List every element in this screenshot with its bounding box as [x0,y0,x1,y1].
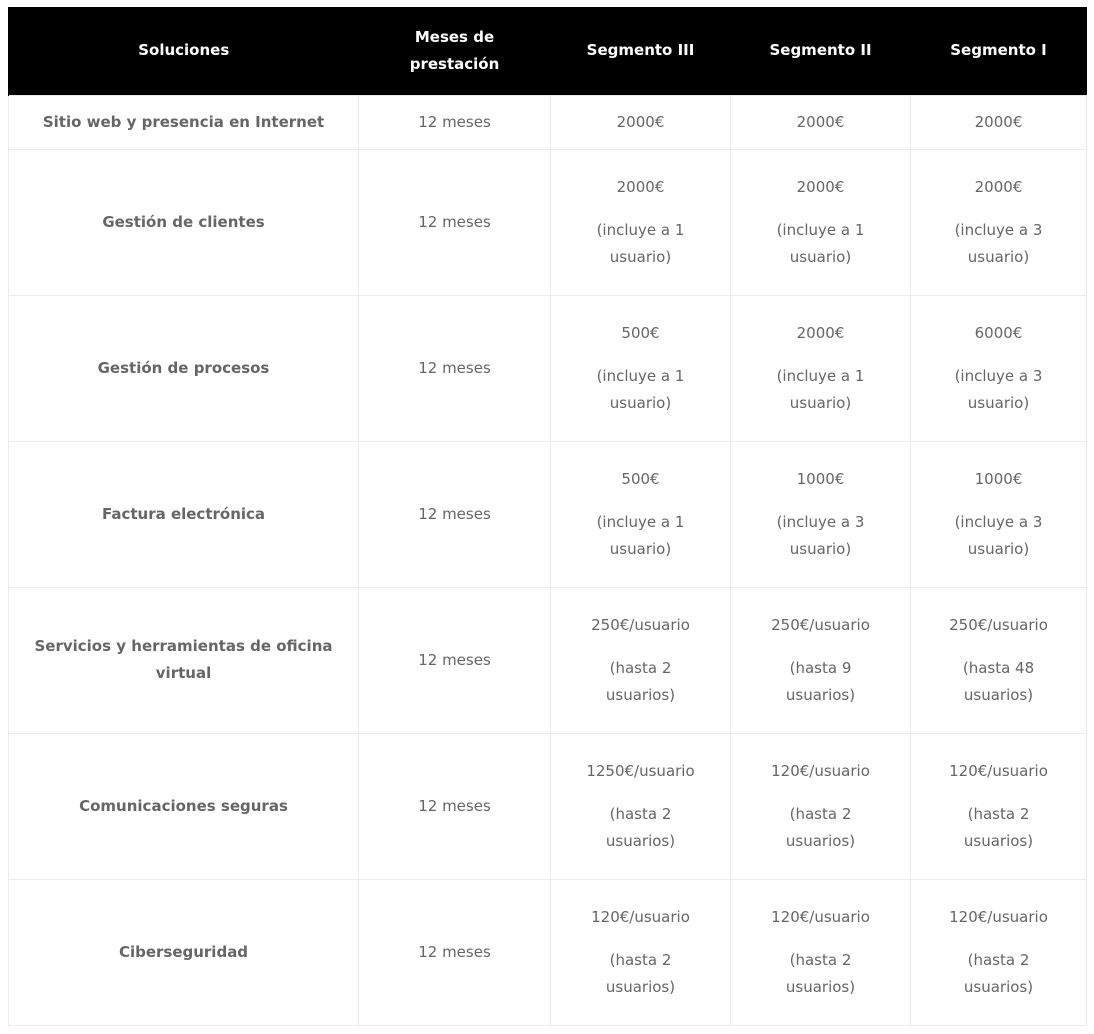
price: 6000€ [974,323,1023,342]
solution-name: Gestión de clientes [9,149,359,295]
segment-i-cell [911,441,1087,587]
price: 500€ [621,469,660,488]
note: (hasta 2 usuarios) [785,804,856,850]
segment-i-cell [911,587,1087,733]
price: 120€/usuario [771,907,870,926]
table-body [9,95,1087,1025]
header-soluciones: Soluciones [9,7,359,95]
segment-i-cell [911,149,1087,295]
price: 2000€ [796,323,845,342]
price: 2000€ [796,177,845,196]
table-row [9,295,1087,441]
segment-iii-cell [551,733,731,879]
price: 120€/usuario [949,907,1048,926]
segment-iii-cell [551,587,731,733]
segment-i-cell [911,733,1087,879]
price: 120€/usuario [949,761,1048,780]
note: (incluye a 3 usuario) [776,512,865,558]
months-cell: 12 meses [359,879,551,1025]
price: 1000€ [974,469,1023,488]
price: 2000€ [796,112,845,131]
months-cell: 12 meses [359,441,551,587]
price: 120€/usuario [771,761,870,780]
table-row [9,441,1087,587]
note: (incluye a 3 usuario) [954,220,1043,266]
segment-iii-cell [551,879,731,1025]
segment-iii-cell [551,149,731,295]
segment-i-cell [911,295,1087,441]
segment-iii-cell [551,95,731,149]
segment-ii-cell [731,733,911,879]
note: (incluye a 1 usuario) [596,512,685,558]
note: (incluye a 3 usuario) [954,512,1043,558]
header-meses: Meses de prestación [409,27,500,73]
segment-iii-cell [551,295,731,441]
price: 1000€ [796,469,845,488]
table-row [9,733,1087,879]
table-row [9,879,1087,1025]
note: (hasta 9 usuarios) [785,658,856,704]
segment-ii-cell [731,149,911,295]
months-cell: 12 meses [359,587,551,733]
price: 120€/usuario [591,907,690,926]
note: (hasta 48 usuarios) [962,658,1035,704]
price: 250€/usuario [949,615,1048,634]
price: 2000€ [974,177,1023,196]
note: (incluye a 1 usuario) [776,220,865,266]
solution-name: Factura electrónica [9,441,359,587]
header-segmento-ii: Segmento II [769,41,872,60]
note: (hasta 2 usuarios) [605,950,676,996]
segment-ii-cell [731,441,911,587]
months-cell: 12 meses [359,295,551,441]
note: (incluye a 1 usuario) [776,366,865,412]
header-row [9,7,1087,95]
header-segmento-iii: Segmento III [586,41,695,60]
segment-ii-cell [731,587,911,733]
segment-i-cell [911,879,1087,1025]
note: (hasta 2 usuarios) [963,804,1034,850]
solution-name: Gestión de procesos [9,295,359,441]
solution-name: Comunicaciones seguras [9,733,359,879]
price: 2000€ [616,177,665,196]
price: 250€/usuario [591,615,690,634]
price: 250€/usuario [771,615,870,634]
note: (hasta 2 usuarios) [963,950,1034,996]
note: (incluye a 1 usuario) [596,220,685,266]
note: (incluye a 1 usuario) [596,366,685,412]
solution-name: Sitio web y presencia en Internet [9,95,359,149]
segment-ii-cell [731,95,911,149]
months-cell: 12 meses [359,733,551,879]
segment-iii-cell [551,441,731,587]
note: (hasta 2 usuarios) [785,950,856,996]
note: (incluye a 3 usuario) [954,366,1043,412]
header-segmento-i: Segmento I [950,41,1047,60]
note: (hasta 2 usuarios) [605,804,676,850]
price: 500€ [621,323,660,342]
note: (hasta 2 usuarios) [605,658,676,704]
months-cell: 12 meses [359,95,551,149]
solution-name: Servicios y herramientas de oficina virtual [9,587,359,733]
table-header [9,7,1087,95]
segment-ii-cell [731,879,911,1025]
segment-ii-cell [731,295,911,441]
price: 2000€ [974,112,1023,131]
table-row [9,149,1087,295]
pricing-table [8,7,1087,1026]
months-cell: 12 meses [359,149,551,295]
price: 1250€/usuario [586,761,695,780]
price: 2000€ [616,112,665,131]
pricing-table-container [8,7,1086,1026]
table-row [9,95,1087,149]
solution-name: Ciberseguridad [9,879,359,1025]
segment-i-cell [911,95,1087,149]
table-row [9,587,1087,733]
